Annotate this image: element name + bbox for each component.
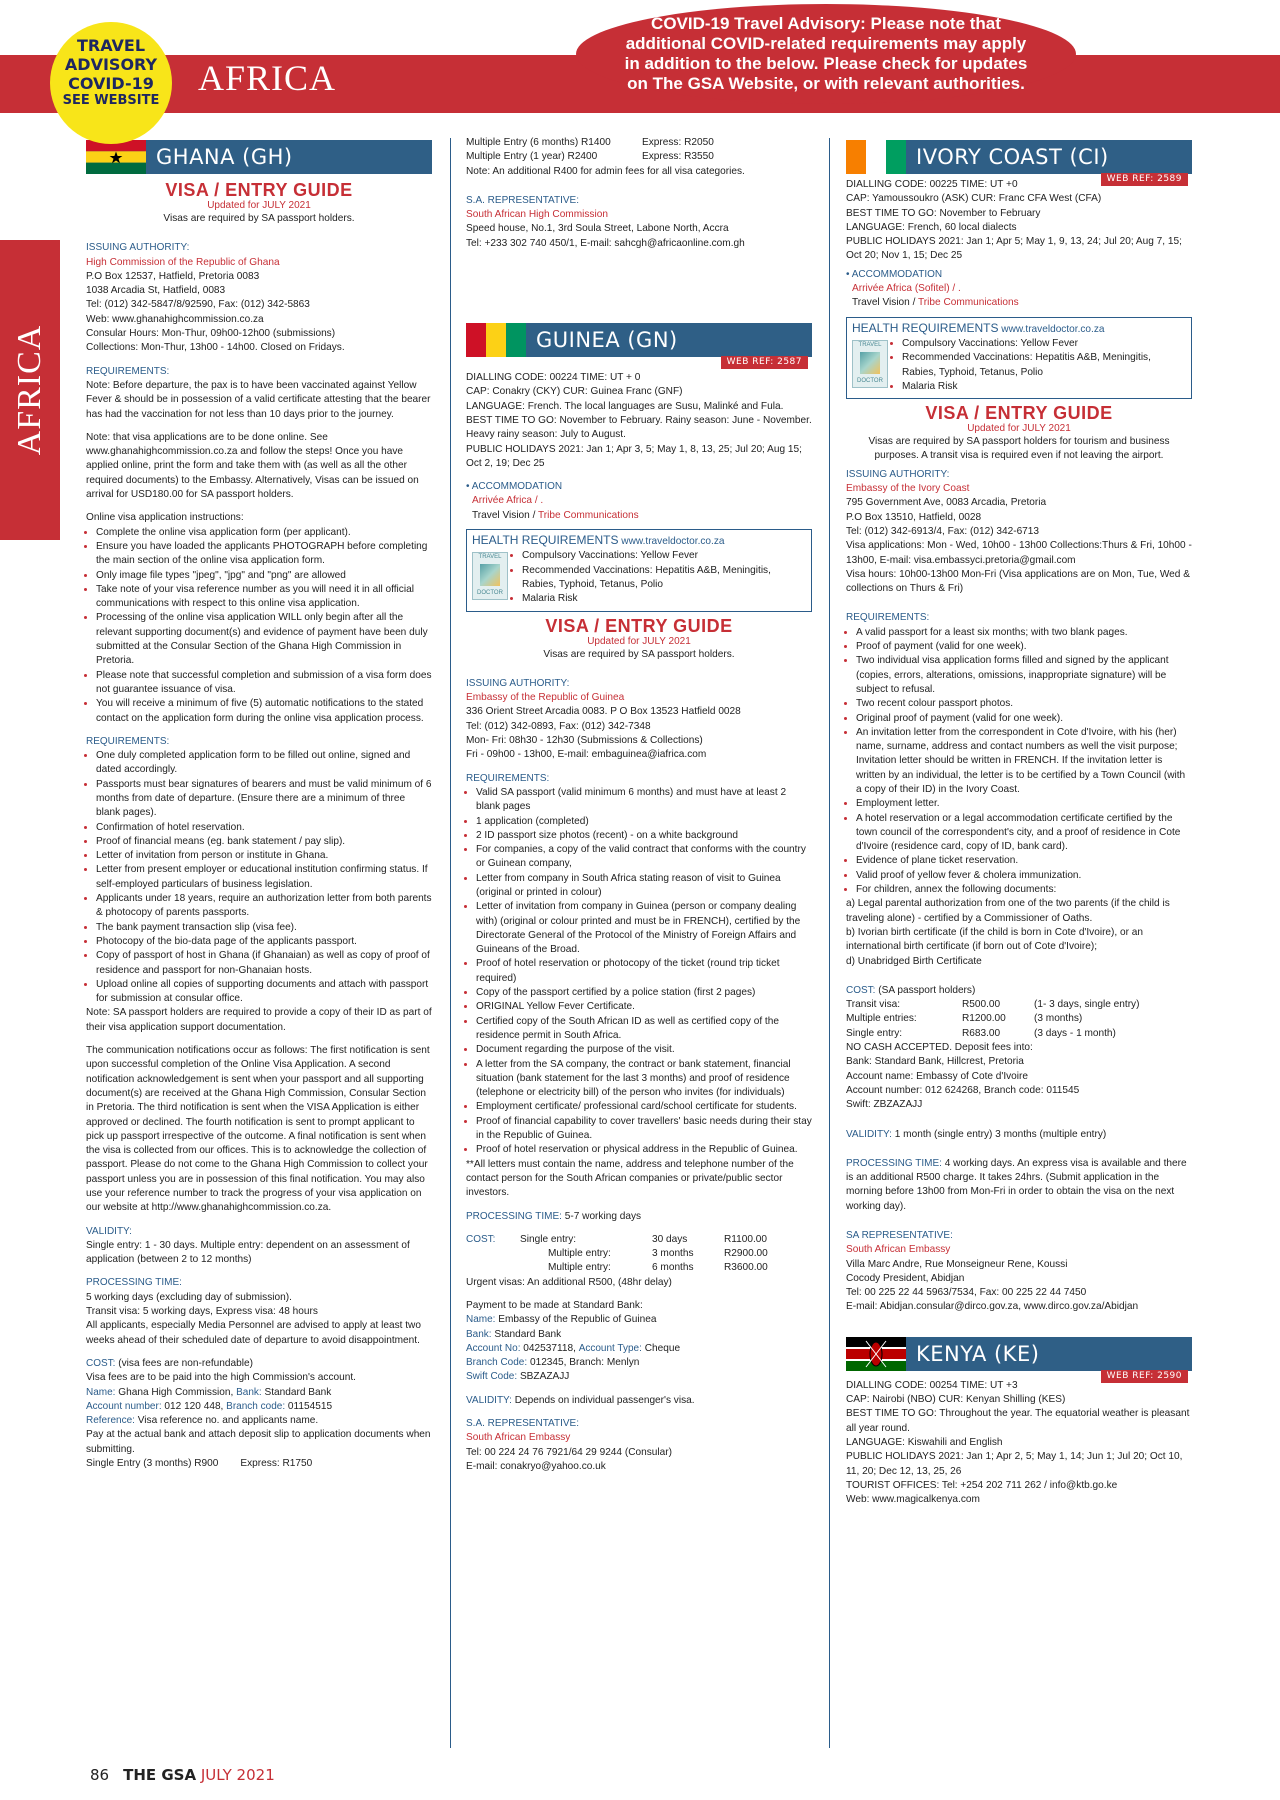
accommodation-link[interactable]: Tribe Communications: [538, 509, 639, 521]
label: Bank:: [466, 1328, 492, 1340]
updated-date: Updated for JULY 2021: [967, 423, 1071, 435]
updated-date: Updated for JULY 2021: [207, 200, 311, 211]
sa-rep-line: E-mail: conakryo@yahoo.co.uk: [466, 1460, 606, 1472]
label: Account Type:: [578, 1342, 642, 1354]
payment-line: Payment to be made at Standard Bank:: [466, 1300, 643, 1311]
sa-rep-name: South African High Commission: [466, 209, 608, 221]
sa-rep-line: Cocody President, Abidjan: [846, 1272, 965, 1284]
kenya-website-link[interactable]: Web: www.magicalkenya.com: [846, 1494, 980, 1506]
validity-text: Single entry: 1 - 30 days. Multiple entry: dependent on an assessment of application (between 2 to 12 months): [86, 1239, 410, 1266]
sa-rep-line: Tel: 00 225 22 44 5963/7534, Fax: 00 225 22 44 7450: [846, 1287, 1087, 1299]
cost-cell: R500.00: [962, 999, 1001, 1011]
cost-subheading: (visa fees are non-refundable): [118, 1357, 253, 1369]
list-item: • Evidence of plane ticket reservation.: [856, 854, 1192, 868]
list-item: • Take note of your visa reference number as you will need it in all official communications with respect to this online visa application.: [96, 583, 432, 612]
issuing-line: Tel: (012) 342-0893, Fax: (012) 342-7348: [466, 720, 651, 732]
cost-cell: R1100.00: [724, 1233, 768, 1245]
issuing-line: 795 Government Ave, 0083 Arcadia, Pretoria: [846, 497, 1047, 509]
label: Account No:: [466, 1342, 521, 1354]
issuing-line: Collections: Mon-Thur, 13h00 - 14h00. Closed on Fridays.: [86, 342, 345, 354]
cost-cell: Multiple entry:: [548, 1262, 611, 1274]
requirements-note: Note: SA passport holders are required to provide a copy of their ID as part of their visa application support documentation.: [86, 1007, 432, 1033]
child-doc-line: d) Unabridged Birth Certificate: [846, 955, 982, 967]
badge-line: TRAVEL: [76, 36, 146, 55]
list-item: • ORIGINAL Yellow Fever Certificate.: [476, 1000, 812, 1014]
info-line: DIALLING CODE: 00224 TIME: UT + 0: [466, 372, 641, 384]
cost-cell: R1200.00: [962, 1013, 1006, 1025]
value: 01154515: [287, 1400, 333, 1412]
info-line: PUBLIC HOLIDAYS 2021: Jan 1; Apr 3, 5; May 1, 8, 13, 25; Jul 20; Aug 15; Oct 2, 19; Dec 25: [466, 443, 802, 469]
label: Branch Code:: [466, 1357, 528, 1369]
requirements-list: [86, 749, 432, 1006]
cost-line: Account name: Embassy of Cote d'Ivoire: [846, 1070, 1029, 1082]
web-ref-badge[interactable]: WEB REF: 2587: [721, 356, 808, 369]
issue-month: JULY 2021: [200, 1766, 275, 1784]
online-note: Note: that visa applications are to be done online. See www.ghanahighcommission.co.za and follow the steps! Once you have applied online, print the form and take them with (as well as all the other required documents) to the Embassy. Alternatively, Visas can be issued on arrival for USD180.00 for SA passport holders.: [86, 431, 419, 501]
health-requirements-box: [846, 317, 1192, 399]
cost-line: Express: R1750: [240, 1458, 313, 1470]
logo-text: TRAVEL: [858, 341, 882, 348]
side-tab-label: AFRICA: [11, 324, 48, 456]
list-item: • Compulsory Vaccinations: Yellow Fever: [902, 337, 1186, 351]
info-line: BEST TIME TO GO: Throughout the year. The equatorial weather is pleasant all year round.: [846, 1408, 1190, 1434]
travel-doctor-logo-icon: [852, 340, 888, 388]
requirements-note: **All letters must contain the name, address and telephone number of the contact person for the South African companies or private/public sector investors.: [466, 1158, 794, 1199]
covid-advisory: [576, 4, 1076, 104]
column-ivory-kenya: [846, 140, 1192, 1507]
sa-rep-name: South African Embassy: [846, 1244, 951, 1256]
issuing-line: Tel: (012) 342-5847/8/92590, Fax: (012) 342-5863: [86, 299, 310, 311]
ivory-coast-flag-icon: [846, 140, 906, 174]
country-header-guinea: [466, 323, 812, 368]
cost-heading: COST:: [466, 1233, 496, 1245]
validity-heading: VALIDITY:: [466, 1394, 512, 1406]
ghana-flag-icon: [86, 140, 146, 174]
info-line: BEST TIME TO GO: November to February. Rainy season: June - November. Heavy rainy season: July to August.: [466, 414, 812, 441]
value: Standard Bank: [494, 1328, 562, 1340]
list-item: • Letter from company in South Africa stating reason of visit to Guinea (original or printed in colour): [476, 872, 812, 901]
side-tab: [0, 240, 60, 540]
issuing-line: Mon- Fri: 08h30 - 12h30 (Submissions & Collections): [466, 735, 703, 747]
cost-cell: R2900.00: [724, 1248, 768, 1260]
issuing-line: Consular Hours: Mon-Thur, 09h00-12h00 (submissions): [86, 328, 336, 340]
value: Standard Bank: [264, 1386, 332, 1398]
list-item: • Original proof of payment (valid for one week).: [856, 712, 1192, 726]
value: SBZAZAJJ: [519, 1371, 570, 1383]
issuing-line: Visa hours: 10h00-13h00 Mon-Fri (Visa applications are on Mon, Tue, Wed & collections on Thurs & Fri): [846, 568, 1190, 595]
info-line: CAP: Yamoussoukro (ASK) CUR: Franc CFA West (CFA): [846, 193, 1102, 205]
travel-advisory-badge[interactable]: [50, 22, 172, 144]
cost-cell: Single entry:: [520, 1233, 577, 1245]
list-item: • 2 ID passport size photos (recent) - on a white background: [476, 829, 812, 843]
list-item: • Upload online all copies of supporting documents and attach with passport for submission at consular office.: [96, 978, 432, 1007]
health-list: [512, 549, 806, 606]
list-item: • You will receive a minimum of five (5) automatic notifications to the stated contact on the application form during the online visa application process.: [96, 697, 432, 726]
processing-line: 5 working days (excluding day of submission).: [86, 1291, 292, 1303]
value: Embassy of the Republic of Guinea: [498, 1314, 657, 1326]
country-header-kenya: [846, 1337, 1192, 1381]
sa-rep-line: E-mail: Abidjan.consular@dirco.gov.za, www.dirco.gov.za/Abidjan: [846, 1301, 1139, 1313]
value: Visa reference no. and applicants name.: [137, 1415, 319, 1427]
label: Name:: [86, 1386, 116, 1398]
cost-cell: 3 months: [652, 1248, 694, 1260]
cost-subheading: (SA passport holders): [878, 984, 976, 996]
list-item: • Compulsory Vaccinations: Yellow Fever: [522, 549, 806, 563]
validity-text: Depends on individual passenger's visa.: [514, 1394, 695, 1406]
accommodation-heading: • ACCOMMODATION: [466, 481, 563, 493]
value: 042537118,: [523, 1342, 576, 1354]
sa-rep-line: Tel: +233 302 740 450/1, E-mail: sahcgh@africaonline.com.gh: [466, 237, 745, 249]
issuing-name: Embassy of the Ivory Coast: [846, 483, 970, 495]
online-instructions-list: [86, 526, 432, 726]
page-footer: [90, 1766, 275, 1784]
web-ref-badge[interactable]: WEB REF: 2589: [1101, 173, 1188, 186]
cost-cell: (1- 3 days, single entry): [1034, 999, 1140, 1011]
cost-heading: COST:: [86, 1357, 116, 1369]
list-item: • Document regarding the purpose of the visit.: [476, 1043, 812, 1057]
list-item: • Employment letter.: [856, 797, 1192, 811]
list-item: • Valid SA passport (valid minimum 6 months) and must have at least 2 blank pages: [476, 786, 812, 815]
cost-line: Pay at the actual bank and attach deposit slip to application documents when submitting.: [86, 1429, 431, 1455]
label: Reference:: [86, 1415, 135, 1427]
list-item: • Only image file types "jpeg", "jpg" and "png" are allowed: [96, 569, 432, 583]
country-title: GUINEA (GN): [536, 328, 678, 353]
list-item: • For children, annex the following documents:: [856, 883, 1192, 897]
health-heading: HEALTH REQUIREMENTS: [852, 320, 999, 335]
label: Name:: [466, 1314, 496, 1326]
value: 012345, Branch: Menlyn: [529, 1357, 640, 1369]
issuing-line: Visa applications: Mon - Wed, 10h00 - 13h00 Collections:Thurs & Fri, 10h00 - 13h00, E-mail: visa.embassyci.pretoria@gmail.com: [846, 540, 1192, 566]
visa-guide-title: VISA / ENTRY GUIDE: [165, 180, 353, 200]
accommodation-link[interactable]: Tribe Communications: [918, 297, 1019, 309]
list-item: • Employment certificate/ professional card/school certificate for students.: [476, 1100, 812, 1114]
page-number: 86: [90, 1766, 110, 1784]
list-item: • Photocopy of the bio-data page of the applicants passport.: [96, 935, 432, 949]
column-guinea: [466, 136, 812, 1474]
accommodation-link[interactable]: Arrivée Africa (Sofitel) / .: [852, 283, 961, 295]
list-item: • Copy of passport of host in Ghana (if Ghanaian) as well as copy of proof of residence and passport for non-Ghanaian hosts.: [96, 949, 432, 978]
list-item: • An invitation letter from the correspondent in Cote d'Ivoire, with his (her) name, surname, address and contact numbers as well the visit purpose; Invitation letter should be written in FRENCH. If the invitation letter is written by an individual, the letter is to be certified by a Town Council (with a copy of their ID) in the Ivory Coast.: [856, 726, 1192, 797]
cost-line: Multiple Entry (6 months) R1400: [466, 137, 611, 148]
cost-cell: Transit visa:: [846, 999, 901, 1011]
cost-line: Express: R2050: [642, 137, 714, 148]
country-title: IVORY COAST (CI): [916, 145, 1109, 169]
cost-cell: Multiple entries:: [846, 1013, 917, 1025]
health-link[interactable]: www.traveldoctor.co.za: [1001, 323, 1105, 335]
list-item: • One duly completed application form to be filled out online, signed and dated accordingly.: [96, 749, 432, 778]
cost-cell: Multiple entry:: [548, 1248, 611, 1260]
column-divider: [450, 138, 451, 1748]
list-item: • Complete the online visa application form (per applicant).: [96, 526, 432, 540]
list-item: • Malaria Risk: [902, 380, 1186, 394]
label: Branch code:: [226, 1400, 286, 1412]
value: 012 120 448,: [164, 1400, 224, 1412]
requirements-list: [846, 626, 1192, 898]
health-heading: HEALTH REQUIREMENTS: [472, 533, 619, 548]
child-doc-line: a) Legal parental authorization from one of the two parents (if the child is traveling alone) - certified by a Commissioner of Oaths.: [846, 898, 1170, 924]
label: Bank:: [236, 1386, 262, 1398]
list-item: • Valid proof of yellow fever & cholera immunization.: [856, 869, 1192, 883]
validity-heading: VALIDITY:: [86, 1225, 132, 1237]
badge-line: COVID-19: [68, 74, 154, 93]
updated-date: Updated for JULY 2021: [587, 635, 691, 647]
guinea-flag-icon: [466, 323, 526, 357]
issuing-line: 1038 Arcadia St, Hatfield, 0083: [86, 285, 226, 297]
logo-text: DOCTOR: [857, 377, 883, 384]
info-line: PUBLIC HOLIDAYS 2021: Jan 1; Apr 2, 5; May 1, 14; Jun 1; Jul 20; Oct 10, 11, 20; Dec 12, 13, 25, 26: [846, 1451, 1183, 1477]
country-title: KENYA (KE): [916, 1341, 1040, 1366]
notifications-text: The communication notifications occur as follows: The first notification is sent upon successful completion of the Online Visa Application. A second notification acknowledgement is sent when your passport and all supporting document(s) are received at the Ghana High Commission, Consular Section in Pretoria. The third notification is sent when the VISA Application is either approved or declined. The fourth notification is sent to prompt applicant to pick up passport irrespective of the outcome. A final notification is sent when the visa is collected from our offices. This is to acknowledge the collection of passport. Please do not come to the Ghana High Commission to collect your passport unless you are in possession of this final notification. You may also use your reference number to track the progress of your visa application on our website at http://www.ghanahighcommission.co.za.: [86, 1045, 430, 1214]
issuing-name: High Commission of the Republic of Ghana: [86, 256, 280, 268]
covid-line: in addition to the below. Please check for updates: [624, 54, 1028, 73]
list-item: • Two recent colour passport photos.: [856, 697, 1192, 711]
info-line: DIALLING CODE: 00254 TIME: UT +3: [846, 1379, 1018, 1391]
section-title: AFRICA: [198, 58, 337, 98]
issuing-line: 336 Orient Street Arcadia 0083. P O Box 13523 Hatfield 0028: [466, 706, 741, 718]
requirements-heading: REQUIREMENTS:: [86, 365, 170, 377]
covid-line: COVID-19 Travel Advisory: Please note that: [651, 14, 1001, 33]
requirements-note: Note: Before departure, the pax is to have been vaccinated against Yellow Fever & should be in possession of a valid certificate attesting that the bearer has had the vaccination for not less than 10 days prior to the journey.: [86, 379, 431, 420]
processing-text: 5-7 working days: [564, 1210, 642, 1222]
accommodation-link[interactable]: Travel Vision /: [472, 509, 539, 521]
list-item: • Malaria Risk: [522, 592, 806, 606]
cost-line: NO CASH ACCEPTED. Deposit fees into:: [846, 1042, 1033, 1054]
cost-line: Multiple Entry (1 year) R2400: [466, 151, 598, 163]
validity-heading: VALIDITY:: [846, 1128, 892, 1140]
info-line: CAP: Nairobi (NBO) CUR: Kenyan Shilling (KES): [846, 1394, 1066, 1406]
list-item: • Letter of invitation from company in Guinea (person or company dealing with) (original or colour printed and must be in FRENCH), certified by the Directorate General of the Protocol of the Ministry of Foreign Affairs and Guineans of the Broad.: [476, 900, 812, 957]
covid-line: additional COVID-related requirements may apply: [625, 34, 1027, 53]
list-item: • Proof of hotel reservation or photocopy of the ticket (round trip ticket required): [476, 957, 812, 986]
info-line: BEST TIME TO GO: November to February: [846, 207, 1041, 219]
accommodation-heading: • ACCOMMODATION: [846, 268, 943, 280]
list-item: • Ensure you have loaded the applicants PHOTOGRAPH before completing the main section of the online visa application form.: [96, 540, 432, 569]
sa-rep-heading: S.A. REPRESENTATIVE:: [466, 194, 579, 206]
issuing-heading: ISSUING AUTHORITY:: [86, 242, 190, 254]
list-item: • Passports must bear signatures of bearers and must be valid minimum of 6 months from date of departure. (Ensure there are a minimum of three blank pages).: [96, 778, 432, 821]
requirements-heading: REQUIREMENTS:: [466, 772, 550, 784]
visa-note: Visas are required by SA passport holders.: [163, 213, 355, 224]
country-header-ghana: [86, 140, 432, 174]
processing-heading: PROCESSING TIME:: [86, 1277, 182, 1289]
cost-line: Swift: ZBZAZAJJ: [846, 1099, 923, 1111]
cost-line: Bank: Standard Bank, Hillcrest, Pretoria: [846, 1056, 1024, 1068]
issuing-line: P.O Box 13510, Hatfield, 0028: [846, 511, 982, 523]
validity-text: 1 month (single entry) 3 months (multiple entry): [894, 1128, 1107, 1140]
cost-line: Single Entry (3 months) R900: [86, 1458, 219, 1470]
list-item: • Letter of invitation from person or institute in Ghana.: [96, 849, 432, 863]
cost-cell: (3 months): [1034, 1013, 1083, 1025]
list-item: • Letter from present employer or educational institution confirming status. If self-employed particulars of business legislation.: [96, 863, 432, 892]
badge-line: ADVISORY: [64, 55, 158, 74]
visa-guide-title: VISA / ENTRY GUIDE: [925, 403, 1113, 424]
visa-note: Visas are required by SA passport holders for tourism and business purposes. A transit visa is required even if not leaving the airport.: [868, 436, 1170, 462]
list-item: • 1 application (completed): [476, 815, 812, 829]
cost-line: Express: R3550: [642, 151, 714, 163]
list-item: • A valid passport for a least six months; with two blank pages.: [856, 626, 1192, 640]
info-line: TOURIST OFFICES: Tel: +254 202 711 262 / info@ktb.go.ke: [846, 1479, 1118, 1491]
list-item: • Confirmation of hotel reservation.: [96, 821, 432, 835]
issuing-heading: ISSUING AUTHORITY:: [466, 677, 570, 689]
issuing-line: P.O Box 12537, Hatfield, Pretoria 0083: [86, 270, 260, 282]
visa-guide-title: VISA / ENTRY GUIDE: [545, 615, 733, 636]
sa-rep-heading: SA REPRESENTATIVE:: [846, 1230, 953, 1241]
requirements-heading: REQUIREMENTS:: [86, 735, 170, 747]
requirements-list: [466, 786, 812, 1158]
cost-line: Visa fees are to be paid into the high Commission's account.: [86, 1372, 356, 1384]
processing-line: Transit visa: 5 working days, Express visa: 48 hours: [86, 1306, 318, 1318]
cost-line: Urgent visas: An additional R500, (48hr delay): [466, 1276, 672, 1288]
processing-heading: PROCESSING TIME:: [466, 1210, 562, 1222]
online-heading: Online visa application instructions:: [86, 512, 244, 524]
kenya-flag-icon: [846, 1337, 906, 1371]
country-title: GHANA (GH): [156, 145, 293, 169]
cost-cell: R683.00: [962, 1027, 1001, 1039]
health-requirements-box: [466, 529, 812, 611]
list-item: • Recommended Vaccinations: Hepatitis A&B, Meningitis, Rabies, Typhoid, Tetanus, Polio: [522, 564, 806, 593]
health-list: [892, 337, 1186, 394]
health-link[interactable]: www.traveldoctor.co.za: [621, 536, 725, 548]
label: Account number:: [86, 1400, 162, 1412]
list-item: • Proof of payment (valid for one week).: [856, 640, 1192, 654]
list-item: • Please note that successful completion and submission of a visa form does not guarantee issuance of visa.: [96, 669, 432, 698]
cost-note: Note: An additional R400 for admin fees for all visa categories.: [466, 165, 745, 177]
list-item: • Two individual visa application forms filled and signed by the applicant (copies, errors, alterations, omissions, inappropriate signature) will be subject to refusal.: [856, 654, 1192, 697]
magazine-name: THE GSA: [123, 1766, 197, 1784]
list-item: • For companies, a copy of the valid contract that conforms with the country or Guinean company,: [476, 843, 812, 872]
accommodation-link[interactable]: Arrivée Africa / .: [472, 495, 544, 507]
issuing-heading: ISSUING AUTHORITY:: [846, 468, 950, 480]
list-item: • Certified copy of the South African ID as well as certified copy of the residence permit in South Africa.: [476, 1015, 812, 1044]
badge-line: SEE WEBSITE: [62, 93, 160, 108]
sa-rep-heading: S.A. REPRESENTATIVE:: [466, 1418, 579, 1430]
covid-line: on The GSA Website, or with relevant authorities.: [627, 74, 1025, 93]
travel-doctor-logo-icon: [472, 552, 508, 600]
list-item: • Recommended Vaccinations: Hepatitis A&B, Meningitis, Rabies, Typhoid, Tetanus, Polio: [902, 351, 1186, 380]
issuing-line: Tel: (012) 342-6913/4, Fax: (012) 342-6713: [846, 525, 1040, 537]
list-item: • Proof of financial means (eg. bank statement / pay slip).: [96, 835, 432, 849]
list-item: • A letter from the SA company, the contract or bank statement, financial situation (bank statement for the last 3 months) and proof of residence (telephone or electricity bill) of the person who invites (for individuals): [476, 1058, 812, 1101]
list-item: • A hotel reservation or a legal accommodation certificate certified by the town council of the correspondent's city, and a proof of residence in Cote d'Ivoire (residence card, copy of ID, bank card).: [856, 812, 1192, 855]
sa-rep-line: Villa Marc Andre, Rue Monseigneur Rene, Koussi: [846, 1258, 1068, 1270]
cost-heading: COST:: [846, 984, 876, 996]
list-item: • Copy of the passport certified by a police station (first 2 pages): [476, 986, 812, 1000]
issuing-name: Embassy of the Republic of Guinea: [466, 692, 625, 704]
logo-text: TRAVEL: [478, 554, 502, 561]
processing-text: 4 working days. An express visa is available and there is an additional R500 charge. It takes 24hrs. (Submit application in the morning before 13h00 from Mon-Fri in order to obtain the visa on the next working day).: [846, 1157, 1187, 1212]
info-line: PUBLIC HOLIDAYS 2021: Jan 1; Apr 5; May 1, 9, 13, 24; Jul 20; Aug 7, 15; Oct 20; Nov 1, 15; Dec 25: [846, 236, 1182, 262]
label: Swift Code:: [466, 1371, 518, 1383]
info-line: LANGUAGE: French, 60 local dialects: [846, 221, 1017, 233]
list-item: • Proof of hotel reservation or physical address in the Republic of Guinea.: [476, 1143, 812, 1157]
info-line: CAP: Conakry (CKY) CUR: Guinea Franc (GNF): [466, 386, 683, 398]
cost-cell: 30 days: [652, 1233, 688, 1245]
processing-line: All applicants, especially Media Personnel are advised to apply at least two weeks ahead of their scheduled date of departure to avoid disappointment.: [86, 1320, 421, 1346]
sa-rep-name: South African Embassy: [466, 1432, 571, 1444]
value: Cheque: [644, 1342, 681, 1354]
list-item: • Proof of financial capability to cover travellers' basic needs during their stay in the Republic of Guinea.: [476, 1115, 812, 1144]
list-item: • Applicants under 18 years, require an authorization letter from both parents & photocopy of parents passports.: [96, 892, 432, 921]
issuing-line: Fri - 09h00 - 13h00, E-mail: embaguinea@iafrica.com: [466, 749, 707, 761]
cost-cell: Single entry:: [846, 1027, 903, 1039]
column-ghana: [86, 140, 432, 1471]
info-line: DIALLING CODE: 00225 TIME: UT +0: [846, 179, 1018, 190]
info-line: LANGUAGE: Kiswahili and English: [846, 1436, 1003, 1448]
list-item: • The bank payment transaction slip (visa fee).: [96, 921, 432, 935]
value: Ghana High Commission,: [118, 1386, 234, 1398]
cost-cell: (3 days - 1 month): [1034, 1027, 1116, 1039]
sa-rep-line: Speed house, No.1, 3rd Soula Street, Labone North, Accra: [466, 223, 729, 235]
country-header-ivory-coast: [846, 140, 1192, 184]
processing-heading: PROCESSING TIME:: [846, 1157, 942, 1169]
requirements-heading: REQUIREMENTS:: [846, 612, 930, 624]
issuing-website-link[interactable]: Web: www.ghanahighcommission.co.za: [86, 313, 264, 325]
cost-cell: R3600.00: [724, 1262, 768, 1274]
sa-rep-line: Tel: 00 224 24 76 7921/64 29 9244 (Consular): [466, 1446, 672, 1458]
list-item: • Processing of the online visa application WILL only begin after all the relevant supporting document(s) and evidence of payment have been duly submitted at the Consular Section of the Ghana High Commission in Pretoria.: [96, 611, 432, 668]
web-ref-badge[interactable]: WEB REF: 2590: [1101, 1370, 1188, 1383]
cost-cell: 6 months: [652, 1262, 694, 1274]
child-doc-line: b) Ivorian birth certificate (if the child is born in Cote d'Ivoire), or an international birth certificate (if born out of Cote d'Ivoire);: [846, 926, 1144, 953]
cost-line: Account number: 012 624268, Branch code: 011545: [846, 1084, 1080, 1096]
visa-note: Visas are required by SA passport holders.: [543, 648, 735, 660]
info-line: LANGUAGE: French. The local languages are Susu, Malinké and Fula.: [466, 400, 784, 412]
column-divider: [829, 138, 830, 1748]
logo-text: DOCTOR: [477, 590, 503, 597]
accommodation-link[interactable]: Travel Vision /: [852, 297, 919, 309]
